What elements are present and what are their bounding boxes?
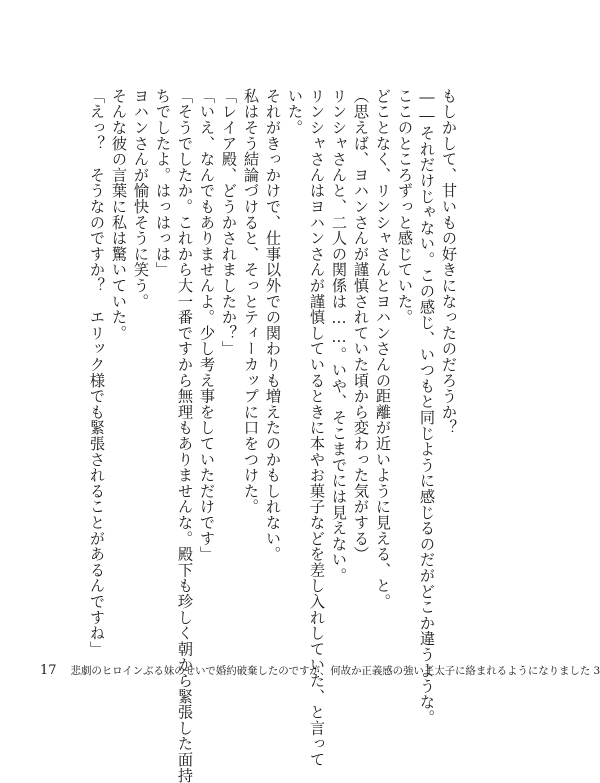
text-line: ヨハンさんが愉快そうに笑う。	[132, 88, 150, 310]
text-line: ちでしたよ。はっはっは」	[154, 88, 172, 278]
text-line: 「レイア殿、どうかされましたか？」	[220, 88, 238, 357]
text-line: リンシャさんと、二人の関係は……。いや、そこまでには見えない。	[330, 88, 348, 584]
text-line: （思えば、ヨハンさんが謹慎されていた頃から変わった気がする）	[352, 88, 370, 562]
text-line: もしかして、甘いもの好きになったのだろうか？	[440, 88, 458, 436]
text-line: そんな彼の言葉に私は驚いていた。	[110, 88, 128, 341]
text-line: ――それだけじゃない。この感じ、いつもと同じように感じるのだがどこか違うような。	[418, 88, 436, 726]
text-line: リンシャさんはヨハンさんが謹慎しているときに本やお菓子などを差し入れしていた、と言って	[308, 88, 326, 768]
text-line: 「えっ？ そうなのですか？ エリック様でも緊張されることがあるんですね」	[88, 88, 106, 657]
text-line: 「いえ、なんでもありませんよ。少し考え事をしていただけです」	[198, 88, 216, 562]
text-line: どことなく、リンシャさんとヨハンさんの距離が近いように見える、と。	[374, 88, 392, 610]
book-title: 悲劇のヒロインぶる妹のせいで婚約破棄したのですが、何故か正義感の強い王太子に絡まれるようになりました 3	[70, 664, 600, 677]
text-line: いた。	[286, 88, 304, 136]
text-line: 「そうでしたか。これから大一番ですから無理もありませんな。殿下も珍しく朝から緊張した面持	[176, 88, 194, 783]
page-number: 17	[40, 662, 57, 678]
page-footer	[40, 661, 600, 679]
text-line: ここのところずっと感じていた。	[396, 88, 414, 325]
text-line: 私はそう結論づけると、そっとティーカップに口をつけた。	[242, 88, 260, 515]
text-line: それがきっかけで、仕事以外での関わりも増えたのかもしれない。	[264, 88, 282, 562]
